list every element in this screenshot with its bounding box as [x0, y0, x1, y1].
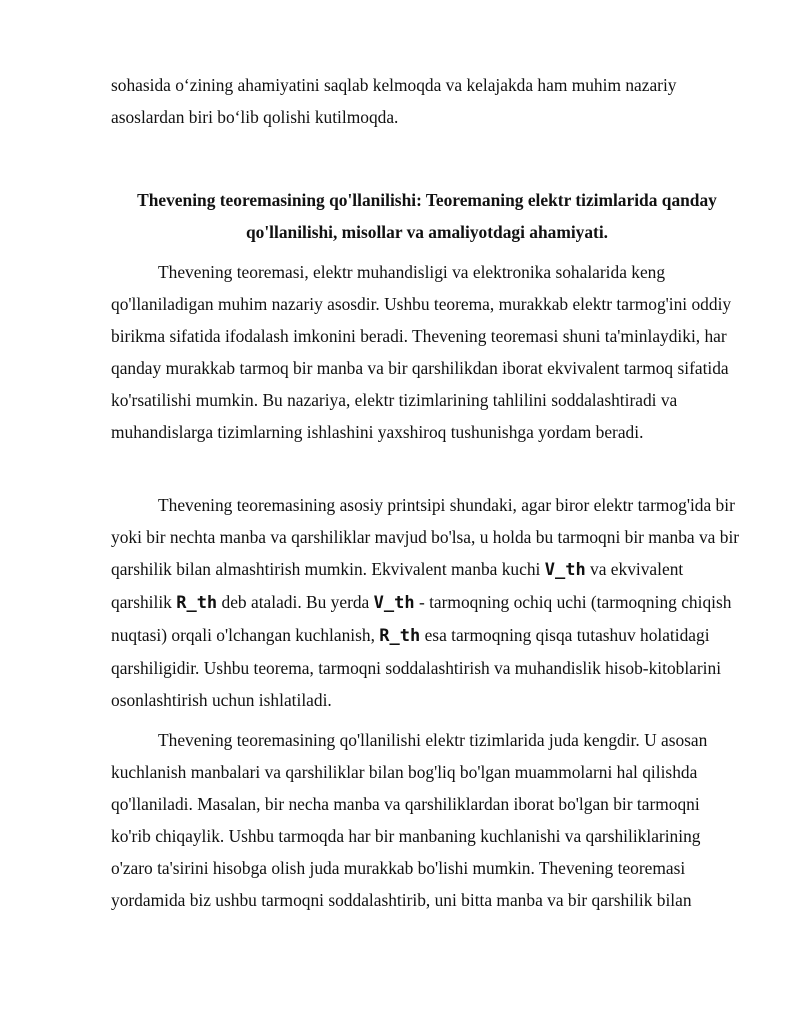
paragraph-2-text-5: esa tarmoqning qisqa tutashuv holatidagi qarshiligidir. Ushbu teorema, tarmoqni soddalashtirish va muhandislik hisob-kitoblarini osonlashtirish uchun ishlatiladi.	[111, 625, 722, 710]
section-heading: Thevening teoremasining qo'llanilishi: Teoremaning elektr tizimlarida qanday qo'llanilishi, misollar va amaliyotdagi ahamiyati.	[137, 190, 717, 242]
paragraph-2-text-1: Thevening teoremasining asosiy printsipi shundaki, agar biror elektr tarmog'ida bir yoki bir nechta manba va qarshiliklar mavjud bo'lsa, u holda bu tarmoqni bir manba va bir qarshilik bilan almashtirish mumkin. Ekvivalent manba kuchi	[111, 495, 740, 579]
intro-paragraph: sohasida o‘zining ahamiyatini saqlab kelmoqda va kelajakda ham muhim nazariy asoslardan biri bo‘lib qolishi kutilmoqda.	[111, 75, 677, 127]
paragraph-3: Thevening teoremasining qo'llanilishi elektr tizimlarida juda kengdir. U asosan kuchlanish manbalari va qarshiliklar bilan bog'liq bo'lgan muammolarni hal qilishda qo'llaniladi. Masalan, bir necha manba va qarshiliklardan iborat bo'lgan bir tarmoqni ko'rib chiqaylik. Ushbu tarmoqda har bir manbaning kuchlanishi va qarshiliklarining o'zaro ta'sirini hisobga olish juda murakkab bo'lishi mumkin. Thevening teoremasi yordamida biz ushbu tarmoqni soddalashtirib, uni bitta manba va bir qarshilik bilan	[111, 730, 708, 910]
paragraph-2-text-3: deb ataladi. Bu yerda	[217, 592, 374, 612]
v-th-symbol: V_th	[544, 560, 586, 580]
paragraph-2	[111, 489, 743, 716]
r-th-symbol: R_th	[176, 593, 218, 613]
paragraph-2-text-2: va ekvivalent qarshilik	[111, 559, 684, 612]
paragraph-2-text-4: - tarmoqning ochiq uchi (tarmoqning chiqish nuqtasi) orqali o'lchangan kuchlanish,	[111, 592, 732, 645]
r-th-symbol-2: R_th	[379, 626, 421, 646]
paragraph-1: Thevening teoremasi, elektr muhandisligi va elektronika sohalarida keng qo'llaniladigan muhim nazariy asosdir. Ushbu teorema, murakkab elektr tarmog'ini oddiy birikma sifatida ifodalash imkonini beradi. Thevening teoremasi shuni ta'minlaydiki, har qanday murakkab tarmoq bir manba va bir qarshilikdan iborat ekvivalent tarmoq sifatida ko'rsatilishi mumkin. Bu nazariya, elektr tizimlarining tahlilini soddalashtiradi va muhandislarga tizimlarning ishlashini yaxshiroq tushunishga yordam beradi.	[111, 262, 732, 442]
v-th-symbol-2: V_th	[373, 593, 415, 613]
